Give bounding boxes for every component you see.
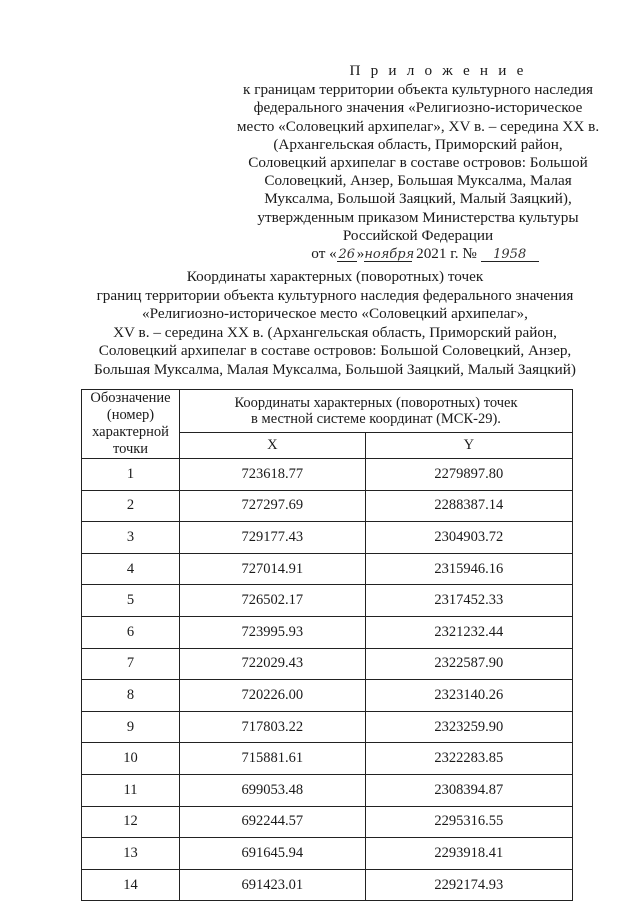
point-number-cell: 11 xyxy=(82,774,180,806)
x-coordinate-cell: 692244.57 xyxy=(180,806,366,838)
appendix-line: к границам территории объекта культурного наследия xyxy=(243,81,593,99)
y-coordinate-cell: 2321232.44 xyxy=(365,616,572,648)
table-row xyxy=(82,774,573,806)
y-coordinate-cell: 2323259.90 xyxy=(365,711,572,743)
handwritten-order-number: 1958 xyxy=(481,248,539,262)
table-row xyxy=(82,616,573,648)
handwritten-month: ноября xyxy=(364,247,415,263)
x-coordinate-cell: 729177.43 xyxy=(180,522,366,554)
table-row xyxy=(82,648,573,680)
y-coordinate-cell: 2293918.41 xyxy=(365,838,572,870)
title-line: «Религиозно-историческое место «Соловецкий архипелаг», xyxy=(142,305,528,322)
x-coordinate-cell: 727297.69 xyxy=(180,490,366,522)
appendix-line: Российской Федерации xyxy=(342,226,494,244)
appendix-line: Муксалма, Большой Заяцкий, Малый Заяцкий), xyxy=(264,190,572,208)
x-coordinate-cell: 717803.22 xyxy=(180,711,366,743)
document-title xyxy=(40,268,630,379)
date-year: 2021 г. № xyxy=(416,245,477,263)
x-coordinate-cell: 720226.00 xyxy=(180,680,366,712)
appendix-line: (Архангельская область, Приморский район, xyxy=(273,135,563,153)
y-coordinate-cell: 2292174.93 xyxy=(365,869,572,901)
table-row xyxy=(82,743,573,775)
appendix-heading: П р и л о ж е н и е xyxy=(349,62,527,79)
y-coordinate-cell: 2295316.55 xyxy=(365,806,572,838)
appendix-block xyxy=(222,62,614,263)
table-row xyxy=(82,459,573,491)
header-group-line: в местной системе координат (МСК-29). xyxy=(251,410,501,427)
coordinates-table xyxy=(81,389,573,901)
x-coordinate-cell: 691645.94 xyxy=(180,838,366,870)
table-row xyxy=(82,553,573,585)
table-row xyxy=(82,838,573,870)
title-line: Большая Муксалма, Малая Муксалма, Большой Заяцкий, Малый Заяцкий) xyxy=(94,360,576,378)
title-line: XV в. – середина XX в. (Архангельская область, Приморский район, xyxy=(113,323,557,341)
point-number-cell: 2 xyxy=(82,490,180,522)
title-line: границ территории объекта культурного наследия федерального значения xyxy=(96,286,574,304)
appendix-line: Соловецкий, Анзер, Большая Муксалма, Малая xyxy=(264,172,572,190)
table-row xyxy=(82,490,573,522)
point-number-cell: 4 xyxy=(82,553,180,585)
y-coordinate-cell: 2308394.87 xyxy=(365,774,572,806)
header-y: Y xyxy=(365,432,572,458)
point-number-cell: 6 xyxy=(82,616,180,648)
x-coordinate-cell: 699053.48 xyxy=(180,774,366,806)
table-row xyxy=(82,585,573,617)
header-group-line: Координаты характерных (поворотных) точек xyxy=(234,394,518,411)
title-line: Координаты характерных (поворотных) точек xyxy=(186,268,484,285)
order-date-line xyxy=(222,245,614,263)
point-number-cell: 10 xyxy=(82,743,180,775)
x-coordinate-cell: 723618.77 xyxy=(180,459,366,491)
y-coordinate-cell: 2322283.85 xyxy=(365,743,572,775)
y-coordinate-cell: 2322587.90 xyxy=(365,648,572,680)
appendix-line: утвержденным приказом Министерства культуры xyxy=(257,208,579,226)
title-line: Соловецкий архипелаг в составе островов: Большой Соловецкий, Анзер, xyxy=(98,342,572,359)
y-coordinate-cell: 2323140.26 xyxy=(365,680,572,712)
point-number-cell: 13 xyxy=(82,838,180,870)
x-coordinate-cell: 727014.91 xyxy=(180,553,366,585)
y-coordinate-cell: 2288387.14 xyxy=(365,490,572,522)
x-coordinate-cell: 722029.43 xyxy=(180,648,366,680)
header-number-line: характерной xyxy=(92,424,169,440)
appendix-line: федерального значения «Религиозно-историческое xyxy=(253,99,583,117)
x-coordinate-cell: 691423.01 xyxy=(180,869,366,901)
x-coordinate-cell: 715881.61 xyxy=(180,743,366,775)
header-coordinates-group xyxy=(180,390,573,433)
point-number-cell: 7 xyxy=(82,648,180,680)
point-number-cell: 9 xyxy=(82,711,180,743)
header-x: X xyxy=(180,432,366,458)
header-number-line: (номер) xyxy=(106,407,155,423)
point-number-cell: 12 xyxy=(82,806,180,838)
table-body xyxy=(82,459,573,901)
table-row xyxy=(82,680,573,712)
point-number-cell: 3 xyxy=(82,522,180,554)
x-coordinate-cell: 726502.17 xyxy=(180,585,366,617)
table-row xyxy=(82,869,573,901)
appendix-line: Соловецкий архипелаг в составе островов: Большой xyxy=(248,154,588,172)
date-prefix: от « xyxy=(311,245,337,263)
y-coordinate-cell: 2279897.80 xyxy=(365,459,572,491)
y-coordinate-cell: 2317452.33 xyxy=(365,585,572,617)
table-row xyxy=(82,522,573,554)
point-number-cell: 8 xyxy=(82,680,180,712)
x-coordinate-cell: 723995.93 xyxy=(180,616,366,648)
point-number-cell: 14 xyxy=(82,869,180,901)
point-number-cell: 5 xyxy=(82,585,180,617)
y-coordinate-cell: 2304903.72 xyxy=(365,522,572,554)
y-coordinate-cell: 2315946.16 xyxy=(365,553,572,585)
point-number-cell: 1 xyxy=(82,459,180,491)
header-number-line: точки xyxy=(112,441,149,457)
handwritten-day: 26 xyxy=(338,247,355,263)
header-point-number xyxy=(82,390,180,459)
date-mid: » xyxy=(356,245,365,263)
table-row xyxy=(82,806,573,838)
appendix-line: место «Соловецкий архипелаг», XV в. – середина XX в. xyxy=(236,117,600,135)
header-number-line: Обозначение xyxy=(90,390,171,406)
table-row xyxy=(82,711,573,743)
